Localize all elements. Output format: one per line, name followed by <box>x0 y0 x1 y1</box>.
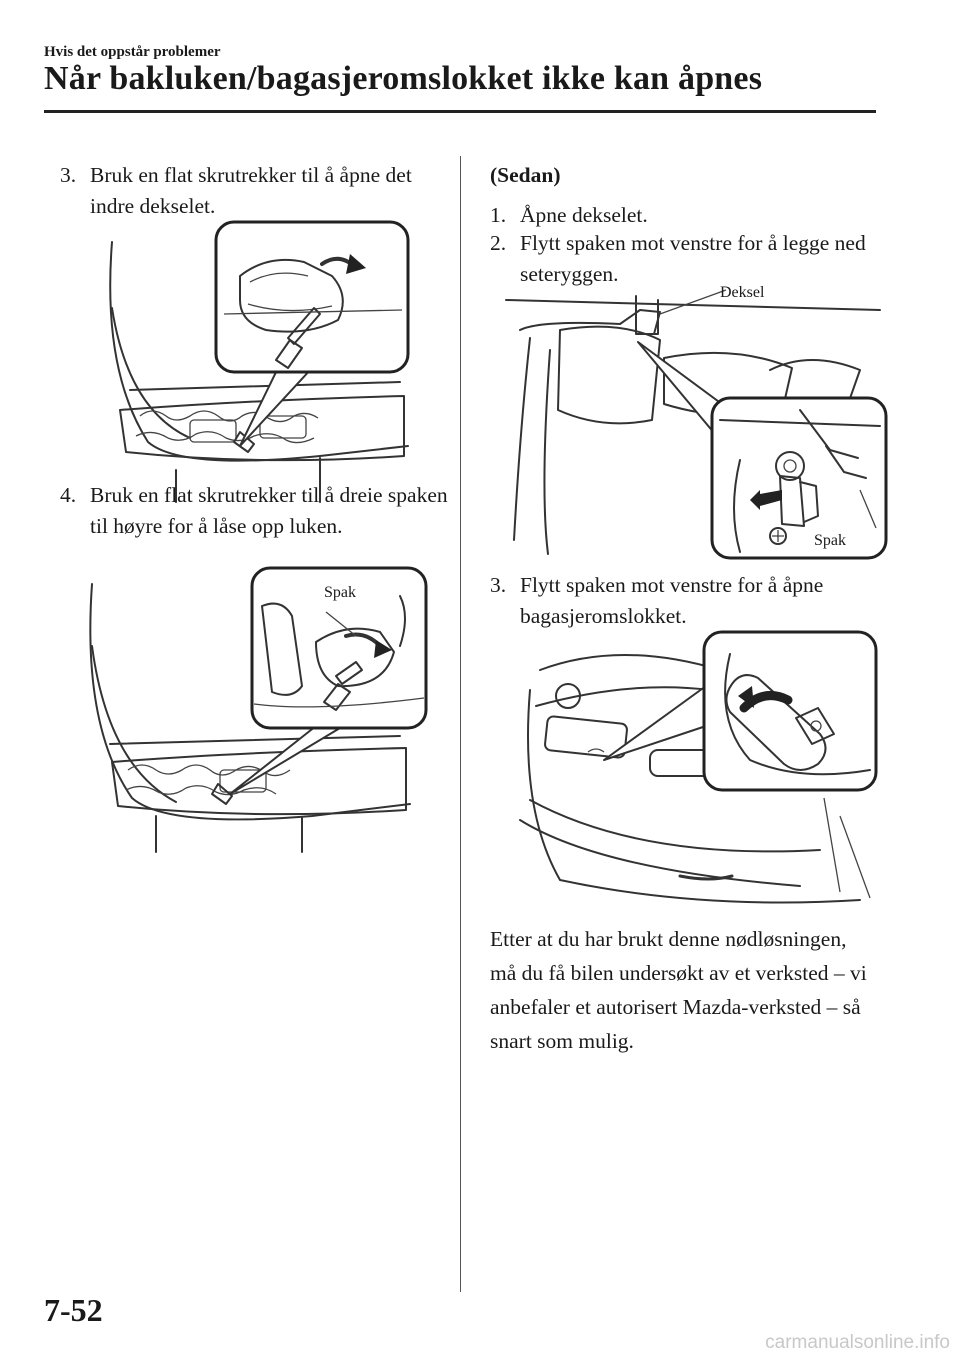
figure-turn-lever <box>80 566 430 856</box>
closing-paragraph: Etter at du har brukt denne nødløsningen, må du få bilen undersøkt av et verksted – vi anbefaler et autorisert Mazda-verksted – så snart som mulig. <box>490 927 867 1053</box>
label-lever-fig2: Spak <box>324 584 356 601</box>
sedan-heading: (Sedan) <box>490 163 561 187</box>
step-text: Flytt spaken mot venstre for å legge ned seteryggen. <box>520 231 866 286</box>
page-number: 7-52 <box>44 1292 103 1328</box>
step-text: Åpne dekselet. <box>520 203 648 227</box>
label-cover: Deksel <box>720 284 765 301</box>
right-step-1 <box>490 200 880 231</box>
left-step-3 <box>60 160 450 222</box>
right-step-2 <box>490 228 880 290</box>
step-number: 3. <box>490 573 507 597</box>
step-number: 1. <box>490 203 507 227</box>
right-step-3 <box>490 570 880 632</box>
title-rule <box>44 110 876 113</box>
figure-trunk-lever <box>500 630 880 910</box>
column-divider <box>460 156 461 1292</box>
left-step-4 <box>60 480 450 542</box>
step-number: 2. <box>490 231 507 255</box>
step-text: Bruk en flat skrutrekker til å dreie spaken til høyre for å låse opp luken. <box>90 483 448 538</box>
label-lever-fig3: Spak <box>814 532 846 549</box>
figure-open-inner-cover <box>90 220 420 510</box>
step-number: 4. <box>60 483 77 507</box>
section-label: Hvis det oppstår problemer <box>44 44 221 60</box>
page-title: Når bakluken/bagasjeromslokket ikke kan åpnes <box>44 60 763 97</box>
step-number: 3. <box>60 163 77 187</box>
figure-seatback-lever <box>500 290 890 570</box>
watermark: carmanualsonline.info <box>765 1332 950 1353</box>
step-text: Flytt spaken mot venstre for å åpne bagasjeromslokket. <box>520 573 824 628</box>
step-text: Bruk en flat skrutrekker til å åpne det indre dekselet. <box>90 163 412 218</box>
